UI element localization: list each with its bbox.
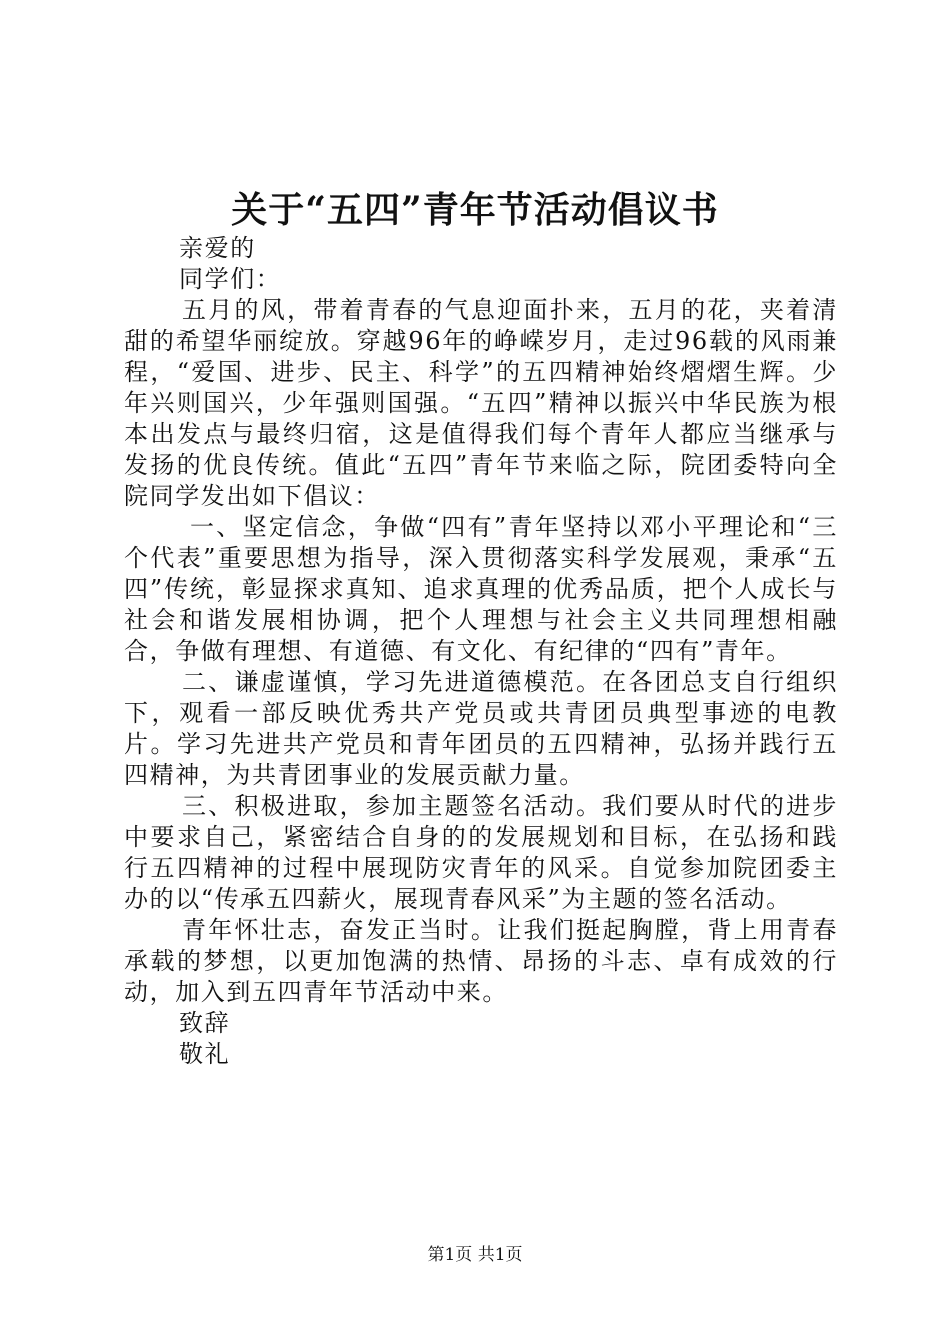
page-number: 第1页 共1页 (427, 1245, 523, 1265)
paragraph-proposal-3: 三、积极进取，参加主题签名活动。我们要从时代的进步中要求自己，紧密结合自身的的发展规划和目标，在弘扬和践行五四精神的过程中展现防灾青年的风采。自觉参加院团委主办的以“传承五四薪火，展现青春风采”为主题的签名活动。 (124, 792, 838, 913)
paragraph-intro: 五月的风，带着青春的气息迎面扑来，五月的花，夹着清甜的希望华丽绽放。穿越96年的峥嵘岁月，走过96载的风雨兼程，“爱国、进步、民主、科学”的五四精神始终熠熠生辉。少年兴则国兴，少年强则国强。“五四”精神以振兴中华民族为根本出发点与最终归宿，这是值得我们每个青年人都应当继承与发扬的优良传统。值此“五四”青年节来临之际，院团委特向全院同学发出如下倡议： (124, 296, 838, 510)
document-title: 关于“五四”青年节活动倡议书 (231, 189, 719, 231)
paragraph-proposal-1: 一、坚定信念，争做“四有”青年坚持以邓小平理论和“三个代表”重要思想为指导，深入贯彻落实科学发展观，秉承“五四”传统，彰显探求真知、追求真理的优秀品质，把个人成长与社会和谐发展相协调，把个人理想与社会主义共同理想相融合，争做有理想、有道德、有文化、有纪律的“四有”青年。 (124, 513, 838, 665)
closing-line-1: 致辞 (179, 1009, 231, 1037)
paragraph-proposal-2: 二、谦虚谨慎，学习先进道德模范。在各团总支自行组织下，观看一部反映优秀共产党员或共青团员典型事迹的电教片。学习先进共产党员和青年团员的五四精神，弘扬并践行五四精神，为共青团事业的发展贡献力量。 (124, 668, 838, 789)
document-body (124, 233, 838, 1070)
salutation-line-1: 亲爱的 (179, 234, 256, 262)
page-footer (0, 1243, 950, 1267)
paragraph-conclusion: 青年怀壮志，奋发正当时。让我们挺起胸膛，背上用青春承载的梦想，以更加饱满的热情、昂扬的斗志、卓有成效的行动，加入到五四青年节活动中来。 (124, 916, 838, 1006)
salutation-line-2: 同学们： (179, 265, 282, 293)
closing-line-2: 敬礼 (179, 1040, 231, 1068)
